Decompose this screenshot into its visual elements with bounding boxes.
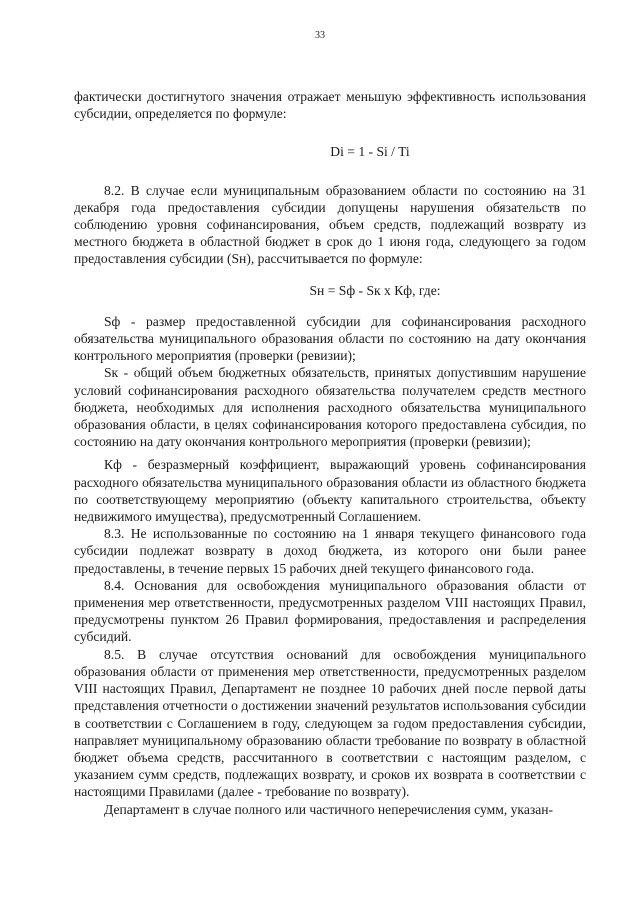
paragraph-8-5: 8.5. В случае отсутствия оснований для освобождения муниципального образования области от применения мер ответственности, предусмотренных разделом VIII настоящих Правил, Департамент не позднее 10 рабочих дней после первой даты представления отчетности о достижении значений результатов использования субсидии в соответствии с Соглашением в году, следующем за годом предоставления субсидии, направляет муниципальному образованию области требование по возврату в областной бюджет объема средств, рассчитанного в соответствии с настоящим разделом, с указанием сумм средств, подлежащих возврату, и сроков их возврата в соответствии с настоящими Правилами (далее - требование по возврату). (74, 646, 586, 800)
paragraph-8-2: 8.2. В случае если муниципальным образованием области по состоянию на 31 декабря года предоставления субсидии допущены нарушения обязательств по соблюдению уровня софинансирования, объем средств, подлежащий возврату из местного бюджета в областной бюджет в срок до 1 июня года, следующего за годом предоставления субсидии (Sн), рассчитывается по формуле: (74, 182, 586, 267)
paragraph-intro: фактически достигнутого значения отражает меньшую эффективность использования субсидии, определяется по формуле: (74, 89, 586, 122)
paragraph-department: Департамент в случае полного или частичного неперечисления сумм, указан- (104, 801, 554, 817)
definition-kf: Кф - безразмерный коэффициент, выражающий уровень софинансирования расходного обязательства муниципального образования области из областного бюджета по соответствующему мероприятию (объекту капитального строительства, объекту недвижимого имущества), предусмотренный Соглашением. (74, 457, 586, 525)
document-body (74, 88, 586, 818)
paragraph-8-3: 8.3. Не использованные по состоянию на 1 января текущего финансового года субсидии подлежат возврату в доход бюджета, из которого они были ранее предоставлены, в течение первых 15 рабочих дней текущего финансового года. (74, 526, 586, 576)
formula-di: Di = 1 - Si / Ti (330, 144, 410, 160)
definition-sf: Sф - размер предоставленной субсидии для софинансирования расходного обязательства муниципального образования области по состоянию на дату окончания контрольного мероприятия (проверки (ревизии); (74, 313, 586, 364)
definition-sk: Sк - общий объем бюджетных обязательств, принятых допустившим нарушение условий софинансирования расходного обязательства получателем средств местного бюджета, необходимых для исполнения расходного обязательства муниципального образования области, в целях софинансирования которого предоставлена субсидия, по состоянию на дату окончания контрольного мероприятия (проверки (ревизии); (74, 365, 586, 450)
paragraph-8-4: 8.4. Основания для освобождения муниципального образования области от применения мер ответственности, предусмотренных разделом VIII настоящих Правил, предусмотрены пунктом 26 Правил формирования, предоставления и распределения субсидий. (74, 577, 586, 645)
page-number: 33 (315, 30, 325, 41)
formula-sn: Sн = Sф - Sк x Кф, где: (309, 282, 441, 298)
